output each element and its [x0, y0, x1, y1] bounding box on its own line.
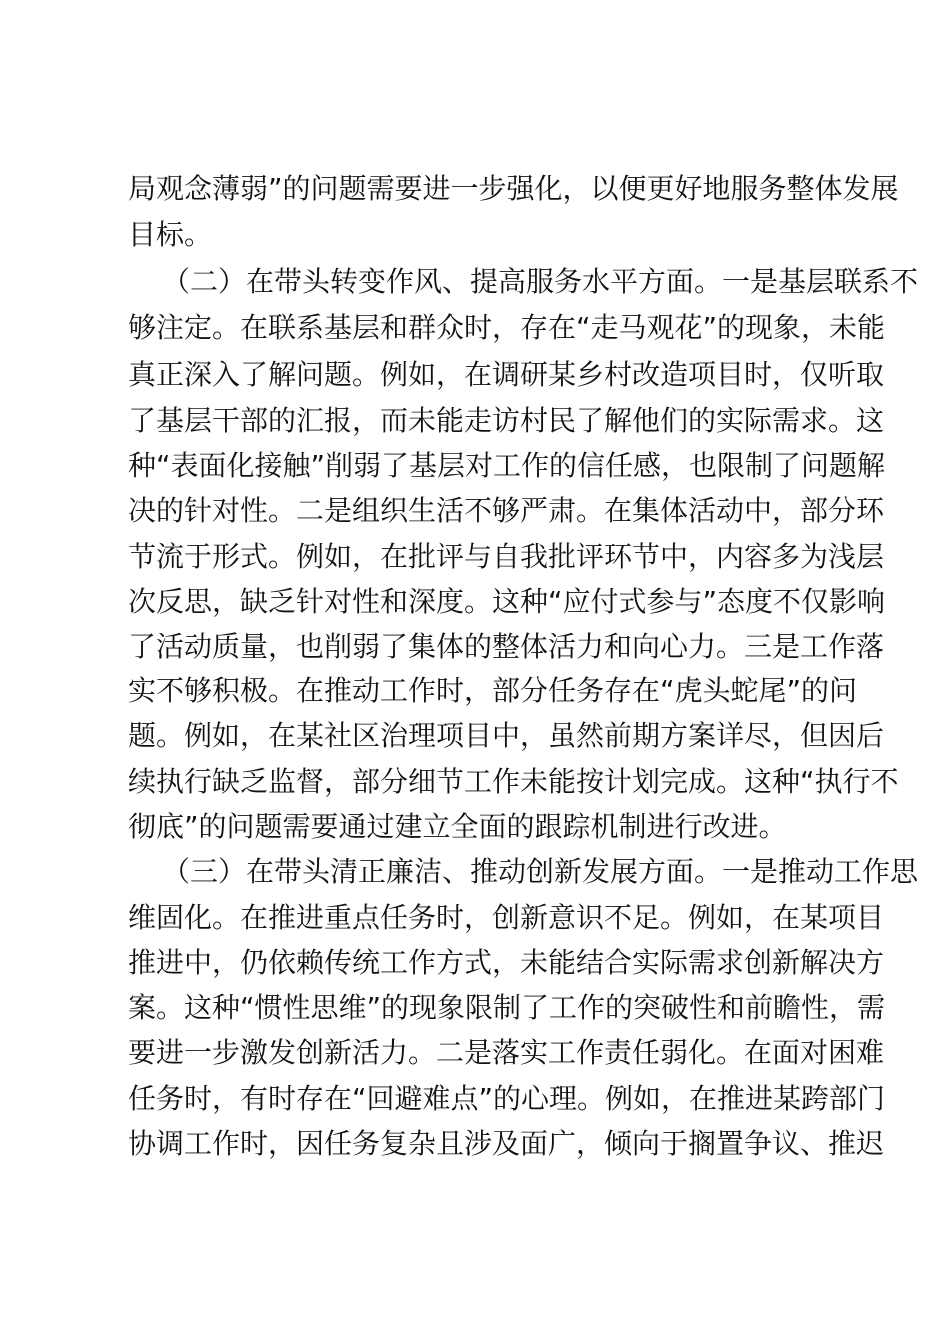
text-line: 真正深入了解问题。例如，在调研某乡村改造项目时，仅听取	[128, 358, 885, 391]
text-line: 目标。	[128, 218, 213, 251]
text-line: 案。这种“惯性思维”的现象限制了工作的突破性和前瞻性，需	[128, 991, 886, 1024]
text-line: 节流于形式。例如，在批评与自我批评环节中，内容多为浅层	[128, 540, 885, 573]
text-line: 局观念薄弱”的问题需要进一步强化，以便更好地服务整体发展	[128, 172, 899, 205]
text-line: 推进中，仍依赖传统工作方式，未能结合实际需求创新解决方	[128, 946, 885, 979]
text-line: 次反思，缺乏针对性和深度。这种“应付式参与”态度不仅影响	[128, 585, 886, 618]
text-line: 实不够积极。在推动工作时，部分任务存在“虎头蛇尾”的问	[128, 674, 858, 707]
text-line: 彻底”的问题需要通过建立全面的跟踪机制进行改进。	[128, 810, 787, 843]
paragraph-2-start: （二）在带头转变作风、提高服务水平方面。一是基层联系不	[162, 265, 919, 298]
text-line: 了基层干部的汇报，而未能走访村民了解他们的实际需求。这	[128, 404, 885, 437]
paragraph-3-start: （三）在带头清正廉洁、推动创新发展方面。一是推动工作思	[162, 855, 919, 888]
text-line: 续执行缺乏监督，部分细节工作未能按计划完成。这种“执行不	[128, 765, 899, 798]
text-line: 要进一步激发创新活力。二是落实工作责任弱化。在面对困难	[128, 1036, 885, 1069]
text-line: 了活动质量，也削弱了集体的整体活力和向心力。三是工作落	[128, 630, 885, 663]
text-line: 任务时，有时存在“回避难点”的心理。例如，在推进某跨部门	[128, 1082, 886, 1115]
text-line: 决的针对性。二是组织生活不够严肃。在集体活动中，部分环	[128, 494, 885, 527]
text-line: 协调工作时，因任务复杂且涉及面广，倾向于搁置争议、推迟	[128, 1127, 885, 1160]
text-line: 种“表面化接触”削弱了基层对工作的信任感，也限制了问题解	[128, 449, 886, 482]
text-line: 题。例如，在某社区治理项目中，虽然前期方案详尽，但因后	[128, 719, 885, 752]
text-line: 够注定。在联系基层和群众时，存在“走马观花”的现象，未能	[128, 311, 886, 344]
text-line: 维固化。在推进重点任务时，创新意识不足。例如，在某项目	[128, 901, 885, 934]
